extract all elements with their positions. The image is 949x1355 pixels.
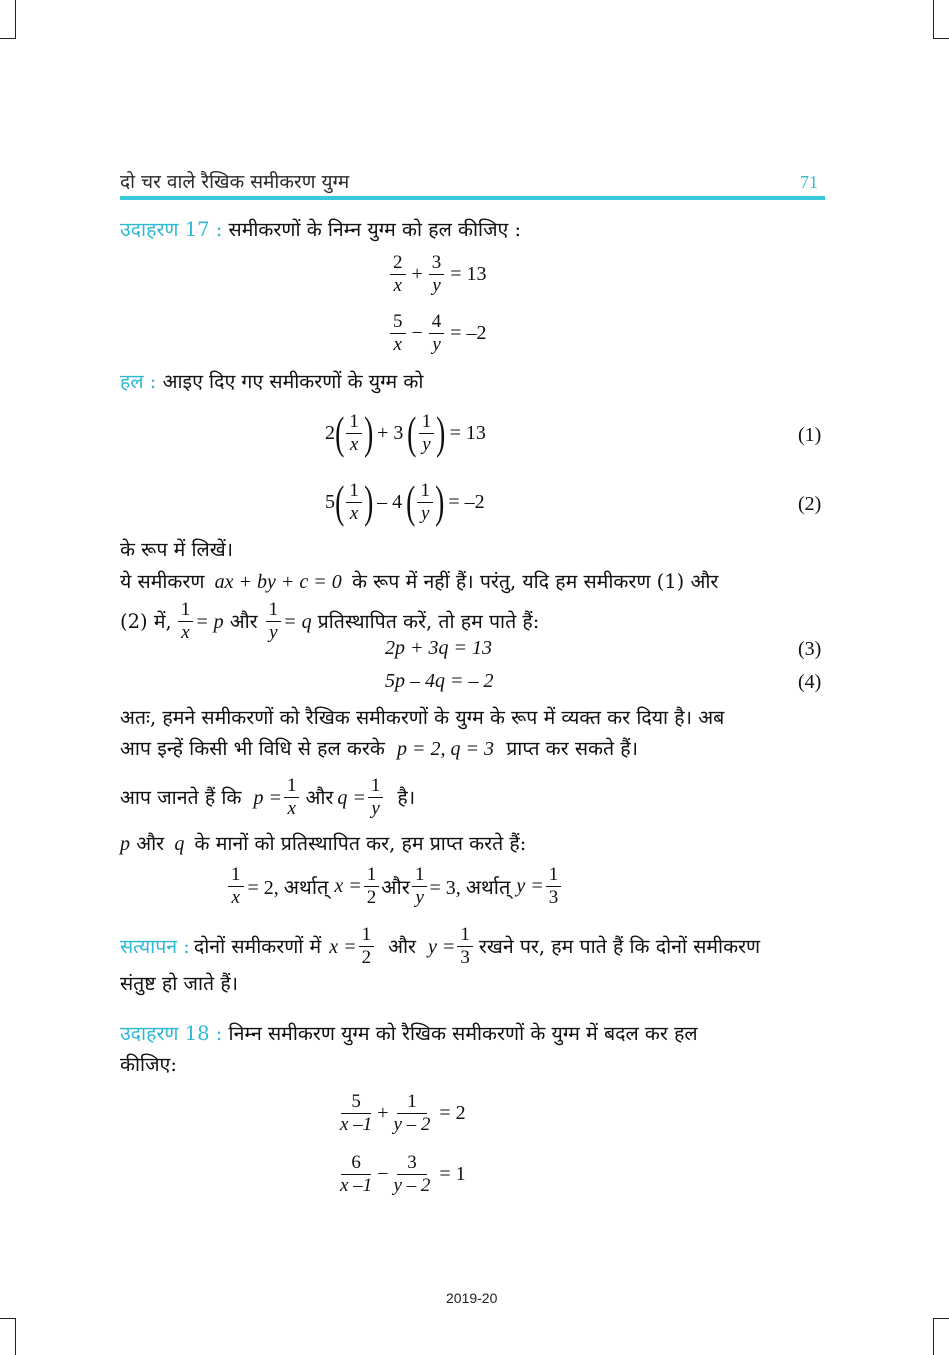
crop-mark (933, 1318, 949, 1319)
fraction: $\frac{3}{y}$ (429, 253, 445, 296)
fraction: $\frac{4}{y}$ (429, 312, 445, 355)
equation-18b: $\frac{6}{x -1}$ − $\frac{3}{y - 2}$ = 1 (335, 1153, 470, 1196)
example-label: उदाहरण 18 : (120, 1022, 223, 1045)
equation-17b: $\frac{5}{x}$ − $\frac{4}{y}$ = –2 (388, 312, 491, 355)
equation-tag: (2) (798, 493, 822, 515)
fraction: $\frac{1}{x}$ (346, 481, 362, 524)
paragraph-line: p और q के मानों को प्रतिस्थापित कर, हम प्राप्त करते हैं: (120, 832, 527, 855)
crop-mark (0, 38, 16, 39)
paragraph-line: (2) में, $\frac{1}{x}$ = p और $\frac{1}{y}$ = q प्रतिस्थापित करें, तो हम पाते हैं: (120, 599, 540, 643)
equation-1: 2 ( $\frac{1}{x}$ ) + 3 ( $\frac{1}{y}$ ) = 13 (325, 407, 486, 458)
paragraph-line: कीजिए: (120, 1053, 177, 1076)
footer-year: 2019-20 (446, 1290, 498, 1306)
paragraph-line: संतुष्ट हो जाते हैं। (120, 972, 239, 995)
fraction: $\frac{2}{x}$ (390, 253, 406, 296)
fraction: $\frac{1}{x}$ (346, 412, 362, 455)
fraction: $\frac{3}{y - 2}$ (393, 1152, 431, 1196)
crop-mark (933, 0, 934, 38)
equation-18a: $\frac{5}{x -1}$ + $\frac{1}{y - 2}$ = 2 (335, 1092, 470, 1135)
fraction: $\frac{6}{x -1}$ (340, 1152, 373, 1196)
paragraph-line: आप जानते हैं कि p = $\frac{1}{x}$ और q = $\frac{1}{y}$ है। (120, 775, 416, 819)
solution-label: हल : (120, 370, 157, 393)
fraction: $\frac{1}{x}$ (178, 600, 194, 643)
paragraph-line: ये समीकरण ax + by + c = 0 के रूप में नहीं हैं। परंतु, यदि हम समीकरण (1) और (120, 570, 719, 593)
crop-mark (933, 1318, 934, 1355)
equation-2: 5 ( $\frac{1}{x}$ ) – 4 ( $\frac{1}{y}$ ) = –2 (325, 476, 485, 527)
equation-tag: (1) (798, 424, 822, 446)
fraction: $\frac{1}{x}$ (284, 776, 300, 819)
example-text: निम्न समीकरण युग्म को रैखिक समीकरणों के युग्म में बदल कर हल (228, 1022, 698, 1045)
fraction: $\frac{5}{x -1}$ (340, 1091, 373, 1135)
crop-mark (933, 38, 949, 39)
fraction: $\frac{1}{3}$ (546, 865, 562, 908)
fraction: $\frac{5}{x}$ (390, 312, 406, 355)
fraction: $\frac{1}{2}$ (364, 865, 380, 908)
example-text: समीकरणों के निम्न युग्म को हल कीजिए : (228, 218, 522, 241)
paragraph-line: अतः, हमने समीकरणों को रैखिक समीकरणों के युग्म के रूप में व्यक्त कर दिया है। अब (120, 706, 725, 729)
result-equation: $\frac{1}{x}$ = 2, अर्थात् x = $\frac{1}{2}$ और $\frac{1}{y}$ = 3, अर्थात् y = $\frac{1}{3}$ (226, 865, 563, 908)
equation-tag: (3) (798, 638, 822, 660)
paragraph-line: आप इन्हें किसी भी विधि से हल करके p = 2, q = 3 प्राप्त कर सकते हैं। (120, 737, 639, 760)
crop-mark (15, 0, 16, 38)
equation-tag: (4) (798, 671, 822, 693)
fraction: $\frac{1}{y}$ (266, 600, 282, 643)
fraction: $\frac{1}{3}$ (457, 925, 473, 968)
page-number: 71 (800, 172, 818, 192)
paragraph-line: के रूप में लिखें। (120, 538, 234, 561)
example-18-heading (120, 1022, 698, 1046)
equation-4: 5p – 4q = – 2 (385, 670, 494, 692)
crop-mark (0, 1318, 16, 1319)
solution-intro: हल : आइए दिए गए समीकरणों के युग्म को (120, 370, 424, 393)
fraction: $\frac{1}{x}$ (228, 865, 244, 908)
equation-3: 2p + 3q = 13 (385, 637, 492, 659)
verification-label: सत्यापन : (120, 934, 190, 958)
verification-line: सत्यापन : दोनों समीकरणों में x = $\frac{1}{2}$ और y = $\frac{1}{3}$ रखने पर, हम पाते हैं कि दोनों समीकरण (120, 924, 761, 968)
fraction: $\frac{1}{y - 2}$ (393, 1091, 431, 1135)
fraction: $\frac{1}{y}$ (417, 481, 433, 524)
fraction: $\frac{1}{y}$ (368, 776, 384, 819)
equation-17a: $\frac{2}{x}$ + $\frac{3}{y}$ = 13 (388, 253, 491, 296)
example-label: उदाहरण 17 : (120, 218, 223, 241)
fraction: $\frac{1}{y}$ (412, 865, 428, 908)
header-rule (120, 196, 825, 200)
fraction: $\frac{1}{2}$ (359, 925, 375, 968)
example-17-heading (120, 218, 521, 242)
fraction: $\frac{1}{y}$ (419, 412, 435, 455)
running-header-title: दो चर वाले रैखिक समीकरण युग्म (120, 171, 350, 193)
crop-mark (15, 1318, 16, 1355)
